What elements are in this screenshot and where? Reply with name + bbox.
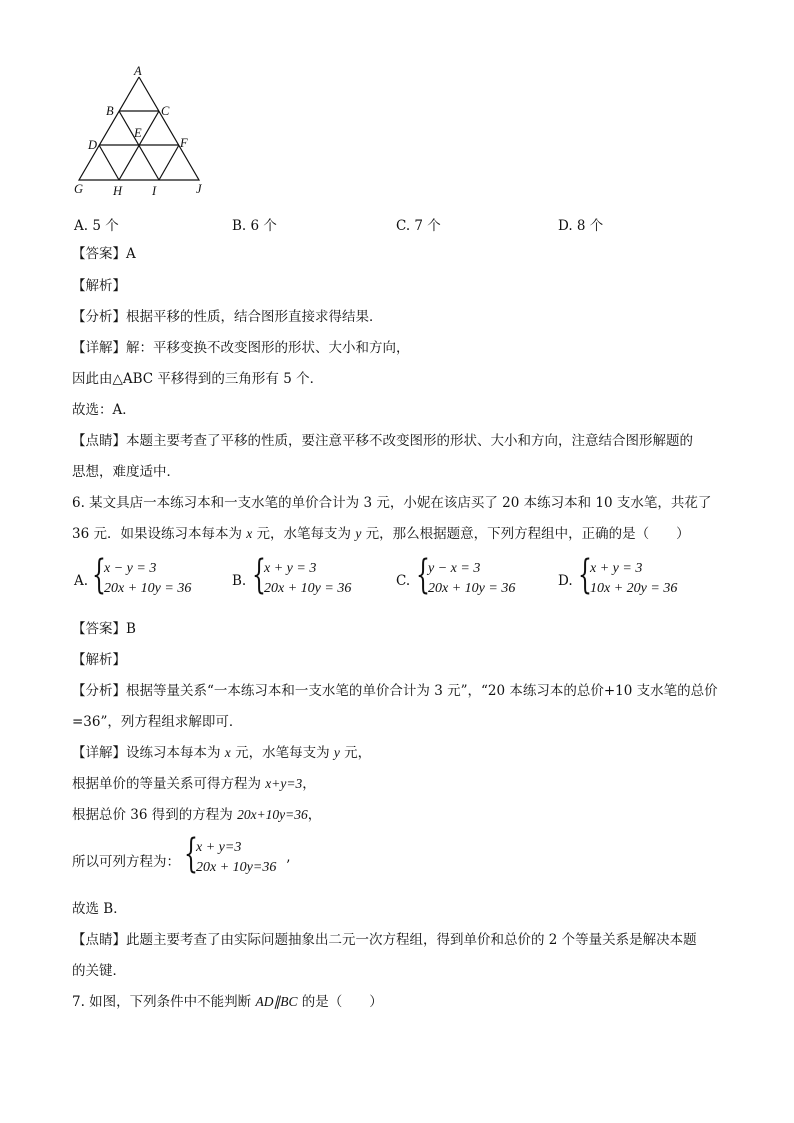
q6-analysis-heading: 【解析】: [72, 652, 126, 668]
label-i: I: [152, 184, 157, 198]
q6-option-b-label: B.: [232, 573, 247, 589]
q5-xiangjie: 【详解】解：平移变换不改变图形的形状、大小和方向，: [72, 340, 410, 356]
q6-system-tail: ’: [286, 858, 291, 874]
q6-line4: 所以可列方程为：: [72, 854, 180, 870]
segment-d-h: [99, 145, 119, 180]
q6-stem-line2: 36 元．如果设练习本每本为 x 元，水笔每支为 y 元，那么根据题意，下列方程组中，正确的是（ ）: [72, 526, 690, 542]
q6-dianjing: 【点睛】此题主要考查了由实际问题抽象出二元一次方程组，得到单价和总价的 2 个等量关系是解决本题: [72, 932, 697, 948]
q5-option-d: D. 8 个: [558, 218, 604, 234]
q6-answer: 【答案】B: [72, 621, 136, 637]
q5-dianjing: 【点睛】本题主要考查了平移的性质，要注意平移不改变图形的形状、大小和方向，注意结合图形解题的: [72, 433, 693, 449]
q6-xiangjie: 【详解】设练习本每本为 x 元，水笔每支为 y 元，: [72, 745, 372, 761]
q7-stem: 7. 如图，下列条件中不能判断 AD∥BC 的是（ ）: [72, 994, 383, 1010]
label-j: J: [196, 182, 202, 196]
triangle-figure: [70, 65, 220, 200]
q6-stem-line1: 6. 某文具店一本练习本和一支水笔的单价合计为 3 元，小妮在该店买了 20 本练习本和 10 支水笔，共花了: [72, 495, 712, 511]
q5-option-b: B. 6 个: [232, 218, 277, 234]
q5-analysis-heading: 【解析】: [72, 278, 126, 294]
segment-f-i: [159, 145, 179, 180]
label-c: C: [161, 104, 170, 118]
q6-fenxi: 【分析】根据等量关系“一本练习本和一支水笔的单价合计为 3 元”，“20 本练习本的总价+10 支水笔的总价: [72, 683, 718, 699]
q6-dianjing-cont: 的关键．: [72, 963, 126, 979]
q5-option-a: A. 5 个: [74, 218, 119, 234]
label-a: A: [134, 65, 142, 78]
q5-answer: 【答案】A: [72, 246, 136, 262]
label-b: B: [106, 104, 114, 118]
q6-option-a-label: A.: [74, 573, 89, 589]
q5-fenxi: 【分析】根据平移的性质，结合图形直接求得结果．: [72, 309, 383, 325]
label-d: D: [88, 138, 98, 152]
q6-fenxi-cont: =36”，列方程组求解即可．: [72, 714, 243, 730]
q5-line3: 故选：A．: [72, 402, 136, 418]
label-g: G: [74, 182, 84, 196]
q6-line5: 故选 B．: [72, 901, 127, 917]
q5-dianjing-cont: 思想，难度适中．: [72, 464, 180, 480]
label-e: E: [134, 126, 142, 140]
q6-option-c-label: C.: [396, 573, 411, 589]
q5-option-c: C. 7 个: [396, 218, 441, 234]
q6-line3: 根据总价 36 得到的方程为 20x+10y=36，: [72, 807, 322, 823]
label-f: F: [180, 136, 188, 150]
q6-line2: 根据单价的等量关系可得方程为 x+y=3，: [72, 776, 316, 792]
q6-option-d-label: D.: [558, 573, 573, 589]
label-h: H: [113, 184, 123, 198]
q5-line2: 因此由△ABC 平移得到的三角形有 5 个．: [72, 371, 324, 387]
